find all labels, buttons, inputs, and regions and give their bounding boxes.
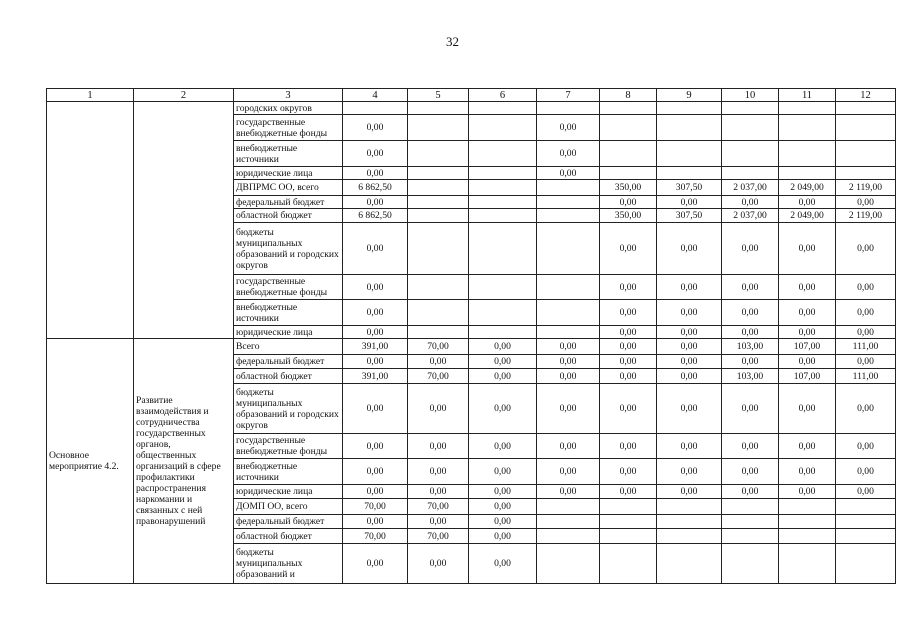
column-header: 7 [537, 89, 600, 102]
amount-cell [657, 115, 722, 141]
amount-cell: 0,00 [600, 223, 657, 275]
amount-cell [469, 196, 537, 209]
amount-cell: 0,00 [779, 485, 836, 499]
amount-cell [722, 544, 779, 584]
amount-cell [408, 223, 469, 275]
amount-cell [537, 300, 600, 326]
amount-cell [469, 275, 537, 300]
amount-cell [600, 167, 657, 180]
funding-source-label: городских округов [234, 102, 343, 115]
amount-cell: 391,00 [343, 369, 408, 384]
amount-cell: 0,00 [537, 339, 600, 355]
amount-cell: 0,00 [537, 355, 600, 369]
amount-cell [408, 196, 469, 209]
funding-source-label: Всего [234, 339, 343, 355]
amount-cell: 2 049,00 [779, 209, 836, 223]
page-number: 32 [446, 34, 459, 49]
amount-cell [722, 102, 779, 115]
amount-cell: 0,00 [537, 434, 600, 459]
column-header: 2 [134, 89, 234, 102]
funding-source-label: государственные внебюджетные фонды [234, 115, 343, 141]
amount-cell [600, 115, 657, 141]
amount-cell [537, 326, 600, 339]
amount-cell: 2 049,00 [779, 180, 836, 196]
amount-cell [600, 529, 657, 544]
amount-cell [779, 102, 836, 115]
column-header: 4 [343, 89, 408, 102]
amount-cell [469, 141, 537, 167]
amount-cell: 0,00 [469, 434, 537, 459]
amount-cell [469, 115, 537, 141]
amount-cell: 0,00 [600, 459, 657, 485]
amount-cell [722, 115, 779, 141]
amount-cell: 0,00 [657, 434, 722, 459]
amount-cell [779, 167, 836, 180]
amount-cell: 0,00 [537, 141, 600, 167]
amount-cell: 0,00 [408, 355, 469, 369]
amount-cell: 0,00 [469, 459, 537, 485]
amount-cell [537, 499, 600, 515]
amount-cell: 0,00 [722, 223, 779, 275]
amount-cell: 0,00 [779, 459, 836, 485]
amount-cell [469, 180, 537, 196]
amount-cell: 0,00 [343, 141, 408, 167]
amount-cell [469, 326, 537, 339]
amount-cell: 0,00 [657, 196, 722, 209]
amount-cell: 0,00 [343, 459, 408, 485]
amount-cell: 0,00 [343, 196, 408, 209]
amount-cell: 0,00 [537, 369, 600, 384]
amount-cell: 0,00 [722, 196, 779, 209]
amount-cell [657, 529, 722, 544]
amount-cell: 0,00 [836, 355, 896, 369]
column-header: 3 [234, 89, 343, 102]
funding-source-label: юридические лица [234, 326, 343, 339]
amount-cell [469, 209, 537, 223]
amount-cell [469, 102, 537, 115]
amount-cell [657, 544, 722, 584]
amount-cell: 70,00 [408, 499, 469, 515]
amount-cell [408, 180, 469, 196]
amount-cell: 0,00 [836, 485, 896, 499]
amount-cell: 0,00 [657, 384, 722, 434]
funding-source-label: юридические лица [234, 167, 343, 180]
funding-source-label: государственные внебюджетные фонды [234, 434, 343, 459]
amount-cell: 0,00 [657, 326, 722, 339]
amount-cell: 70,00 [408, 339, 469, 355]
column-header: 6 [469, 89, 537, 102]
measure-number-cell [47, 102, 134, 339]
funding-source-label: федеральный бюджет [234, 515, 343, 529]
funding-source-label: юридические лица [234, 485, 343, 499]
amount-cell [836, 544, 896, 584]
amount-cell: 0,00 [469, 529, 537, 544]
measure-number-cell: Основное мероприятие 4.2. [47, 339, 134, 584]
amount-cell [537, 275, 600, 300]
amount-cell [343, 102, 408, 115]
amount-cell: 0,00 [343, 223, 408, 275]
amount-cell: 0,00 [600, 196, 657, 209]
amount-cell: 0,00 [408, 515, 469, 529]
amount-cell [408, 209, 469, 223]
amount-cell [600, 515, 657, 529]
table-row [47, 339, 896, 355]
column-header: 9 [657, 89, 722, 102]
amount-cell [537, 102, 600, 115]
amount-cell [657, 515, 722, 529]
amount-cell [836, 102, 896, 115]
amount-cell: 0,00 [657, 339, 722, 355]
amount-cell: 0,00 [657, 223, 722, 275]
amount-cell [408, 275, 469, 300]
amount-cell: 307,50 [657, 209, 722, 223]
funding-source-label: областной бюджет [234, 209, 343, 223]
amount-cell: 0,00 [343, 515, 408, 529]
amount-cell: 107,00 [779, 339, 836, 355]
funding-source-label: внебюджетные источники [234, 459, 343, 485]
amount-cell: 0,00 [343, 544, 408, 584]
amount-cell: 0,00 [343, 326, 408, 339]
amount-cell: 307,50 [657, 180, 722, 196]
amount-cell: 0,00 [779, 223, 836, 275]
amount-cell [408, 326, 469, 339]
funding-source-label: областной бюджет [234, 369, 343, 384]
amount-cell [469, 223, 537, 275]
amount-cell: 70,00 [408, 529, 469, 544]
amount-cell: 0,00 [469, 369, 537, 384]
funding-source-label: государственные внебюджетные фонды [234, 275, 343, 300]
amount-cell [722, 515, 779, 529]
amount-cell: 0,00 [408, 459, 469, 485]
amount-cell: 0,00 [722, 485, 779, 499]
amount-cell [836, 141, 896, 167]
table-row [47, 102, 896, 115]
amount-cell [779, 141, 836, 167]
column-header: 11 [779, 89, 836, 102]
amount-cell: 0,00 [722, 355, 779, 369]
amount-cell: 0,00 [657, 459, 722, 485]
amount-cell [722, 141, 779, 167]
amount-cell [722, 529, 779, 544]
column-header: 1 [47, 89, 134, 102]
amount-cell: 0,00 [343, 485, 408, 499]
amount-cell: 0,00 [657, 300, 722, 326]
amount-cell [722, 499, 779, 515]
amount-cell: 0,00 [600, 339, 657, 355]
amount-cell [657, 102, 722, 115]
amount-cell: 0,00 [722, 275, 779, 300]
amount-cell [779, 515, 836, 529]
amount-cell: 0,00 [343, 167, 408, 180]
amount-cell: 0,00 [600, 355, 657, 369]
funding-source-label: бюджеты муниципальных образований и городских округов [234, 223, 343, 275]
amount-cell: 0,00 [836, 196, 896, 209]
amount-cell: 0,00 [343, 384, 408, 434]
amount-cell [537, 196, 600, 209]
amount-cell [408, 141, 469, 167]
amount-cell: 0,00 [408, 384, 469, 434]
amount-cell: 2 119,00 [836, 209, 896, 223]
amount-cell: 0,00 [779, 196, 836, 209]
amount-cell: 0,00 [657, 355, 722, 369]
amount-cell [779, 529, 836, 544]
amount-cell: 0,00 [469, 499, 537, 515]
amount-cell: 0,00 [537, 167, 600, 180]
funding-source-label: внебюджетные источники [234, 300, 343, 326]
amount-cell [657, 499, 722, 515]
amount-cell [469, 300, 537, 326]
amount-cell: 0,00 [469, 544, 537, 584]
amount-cell: 0,00 [537, 115, 600, 141]
table-header-row [47, 89, 896, 102]
amount-cell: 0,00 [408, 544, 469, 584]
amount-cell: 0,00 [600, 326, 657, 339]
amount-cell [836, 499, 896, 515]
amount-cell: 0,00 [836, 223, 896, 275]
amount-cell: 0,00 [343, 355, 408, 369]
amount-cell: 0,00 [836, 300, 896, 326]
amount-cell: 0,00 [836, 459, 896, 485]
amount-cell [836, 529, 896, 544]
amount-cell [408, 115, 469, 141]
amount-cell: 70,00 [343, 529, 408, 544]
amount-cell: 0,00 [469, 384, 537, 434]
measure-name-cell [134, 102, 234, 339]
amount-cell [600, 102, 657, 115]
amount-cell: 107,00 [779, 369, 836, 384]
amount-cell: 0,00 [779, 275, 836, 300]
amount-cell: 0,00 [722, 384, 779, 434]
measure-name-cell: Развитие взаимодействия и сотрудничества государственных органов, общественных организаций в сфере профилактики распространения наркомании и связанных с ней правонарушений [134, 339, 234, 584]
amount-cell: 0,00 [722, 459, 779, 485]
amount-cell [408, 167, 469, 180]
amount-cell: 0,00 [469, 355, 537, 369]
funding-source-label: внебюджетные источники [234, 141, 343, 167]
amount-cell: 6 862,50 [343, 180, 408, 196]
amount-cell: 0,00 [600, 384, 657, 434]
funding-source-label: федеральный бюджет [234, 355, 343, 369]
amount-cell [600, 544, 657, 584]
amount-cell [836, 115, 896, 141]
amount-cell [657, 141, 722, 167]
amount-cell: 0,00 [779, 434, 836, 459]
amount-cell: 0,00 [469, 485, 537, 499]
funding-source-label: областной бюджет [234, 529, 343, 544]
amount-cell: 0,00 [779, 326, 836, 339]
amount-cell [657, 167, 722, 180]
amount-cell: 0,00 [836, 275, 896, 300]
table-body [47, 102, 896, 584]
amount-cell: 0,00 [779, 300, 836, 326]
amount-cell: 0,00 [343, 275, 408, 300]
amount-cell: 350,00 [600, 209, 657, 223]
funding-source-label: бюджеты муниципальных образований и [234, 544, 343, 584]
amount-cell: 0,00 [722, 300, 779, 326]
column-header: 8 [600, 89, 657, 102]
amount-cell: 70,00 [408, 369, 469, 384]
amount-cell [537, 180, 600, 196]
amount-cell [537, 544, 600, 584]
column-header: 5 [408, 89, 469, 102]
amount-cell [836, 515, 896, 529]
amount-cell: 0,00 [722, 434, 779, 459]
amount-cell: 103,00 [722, 369, 779, 384]
amount-cell: 0,00 [779, 384, 836, 434]
amount-cell: 2 037,00 [722, 180, 779, 196]
amount-cell: 0,00 [657, 369, 722, 384]
amount-cell [600, 499, 657, 515]
amount-cell: 0,00 [469, 339, 537, 355]
amount-cell: 0,00 [537, 485, 600, 499]
funding-source-label: федеральный бюджет [234, 196, 343, 209]
amount-cell: 0,00 [600, 275, 657, 300]
amount-cell: 0,00 [408, 485, 469, 499]
amount-cell: 0,00 [722, 326, 779, 339]
amount-cell: 0,00 [343, 300, 408, 326]
amount-cell: 0,00 [408, 434, 469, 459]
amount-cell: 0,00 [657, 485, 722, 499]
amount-cell: 6 862,50 [343, 209, 408, 223]
amount-cell: 0,00 [836, 384, 896, 434]
amount-cell: 0,00 [779, 355, 836, 369]
amount-cell [408, 300, 469, 326]
amount-cell: 103,00 [722, 339, 779, 355]
amount-cell [537, 223, 600, 275]
amount-cell: 0,00 [537, 384, 600, 434]
amount-cell [779, 544, 836, 584]
funding-source-label: ДВПРМС ОО, всего [234, 180, 343, 196]
funding-source-label: бюджеты муниципальных образований и городских округов [234, 384, 343, 434]
amount-cell: 0,00 [657, 275, 722, 300]
amount-cell: 2 037,00 [722, 209, 779, 223]
amount-cell: 391,00 [343, 339, 408, 355]
amount-cell: 0,00 [537, 459, 600, 485]
column-header: 10 [722, 89, 779, 102]
amount-cell [779, 499, 836, 515]
amount-cell: 0,00 [836, 326, 896, 339]
amount-cell: 0,00 [836, 434, 896, 459]
amount-cell [722, 167, 779, 180]
amount-cell: 350,00 [600, 180, 657, 196]
amount-cell: 111,00 [836, 339, 896, 355]
amount-cell [408, 102, 469, 115]
amount-cell: 111,00 [836, 369, 896, 384]
column-header: 12 [836, 89, 896, 102]
funding-table [46, 88, 896, 584]
amount-cell: 0,00 [343, 115, 408, 141]
amount-cell [537, 529, 600, 544]
amount-cell: 2 119,00 [836, 180, 896, 196]
amount-cell: 70,00 [343, 499, 408, 515]
amount-cell [537, 515, 600, 529]
amount-cell: 0,00 [343, 434, 408, 459]
amount-cell [779, 115, 836, 141]
amount-cell: 0,00 [600, 485, 657, 499]
amount-cell: 0,00 [600, 369, 657, 384]
funding-source-label: ДОМП ОО, всего [234, 499, 343, 515]
amount-cell [836, 167, 896, 180]
amount-cell [537, 209, 600, 223]
amount-cell [600, 141, 657, 167]
amount-cell: 0,00 [600, 434, 657, 459]
amount-cell: 0,00 [469, 515, 537, 529]
amount-cell [469, 167, 537, 180]
amount-cell: 0,00 [600, 300, 657, 326]
